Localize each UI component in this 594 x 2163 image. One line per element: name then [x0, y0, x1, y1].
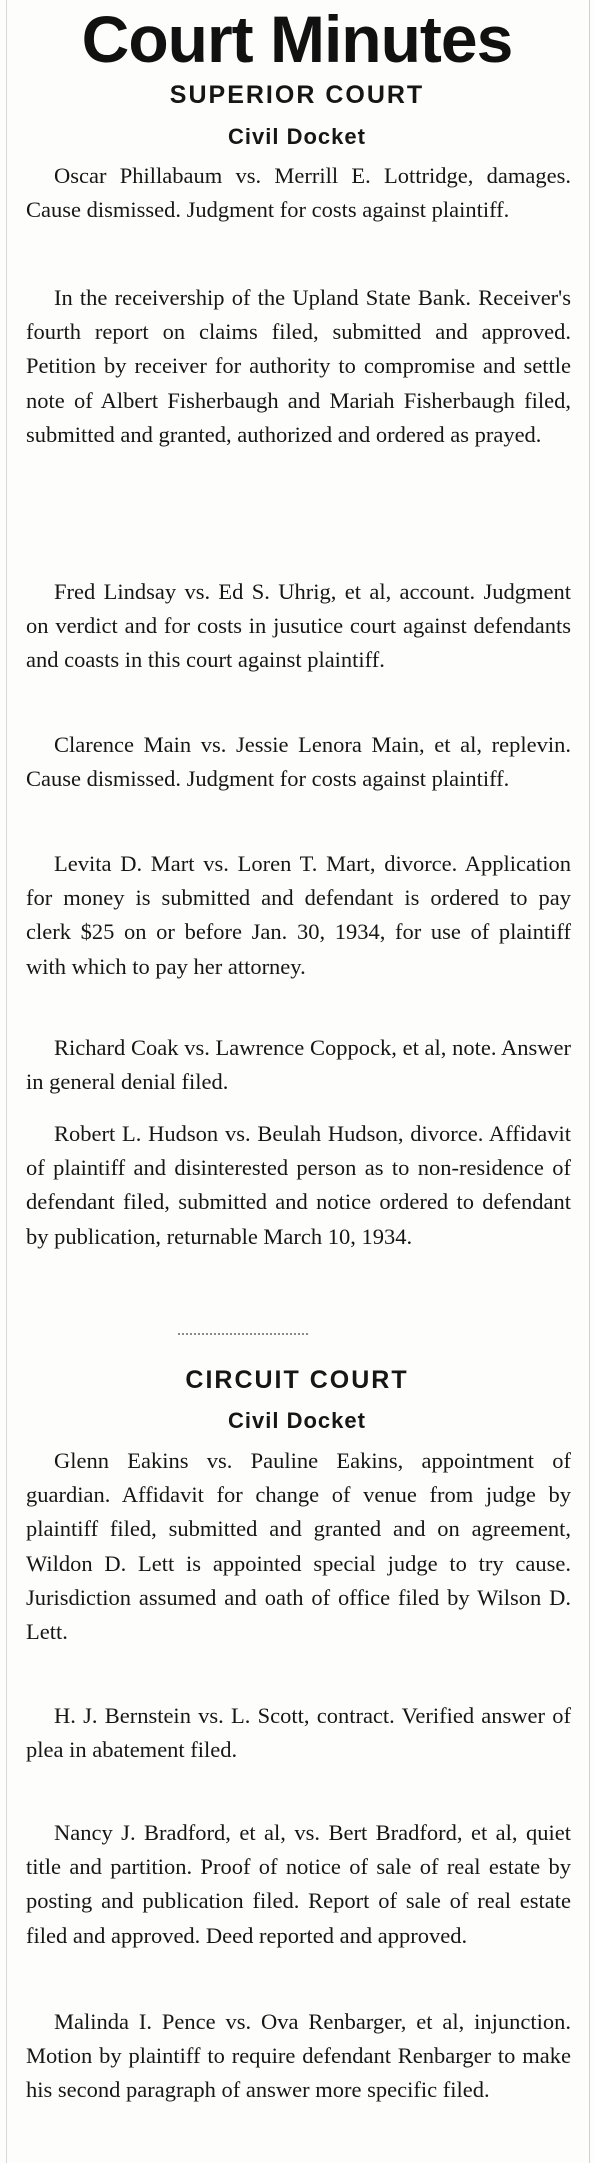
circuit-entry-pence-renbarger: Malinda I. Pence vs. Ova Renbarger, et al, injunction. Motion by plaintiff to require defendant Renbarger to make his second paragraph of answer more specific filed.: [26, 2009, 571, 2103]
column-border-left: [6, 0, 7, 2163]
superior-entry-coak-coppock: Richard Coak vs. Lawrence Coppock, et al, note. Answer in general denial filed.: [26, 1035, 571, 1095]
circuit-civil-docket-heading: Civil Docket: [228, 1408, 366, 1433]
circuit-entry-bernstein-scott: H. J. Bernstein vs. L. Scott, contract. Verified answer of plea in abatement filed.: [26, 1703, 571, 1763]
circuit-court-heading: CIRCUIT COURT: [185, 1366, 409, 1394]
superior-entry-lindsay-uhrig: Fred Lindsay vs. Ed S. Uhrig, et al, account. Judgment on verdict and for costs in jusutice court against defendants and coasts in this court against plaintiff.: [26, 579, 571, 673]
column-border-right: [589, 0, 590, 2163]
circuit-entry-bradford-bradford: Nancy J. Bradford, et al, vs. Bert Bradford, et al, quiet title and partition. Proof of notice of sale of real estate by posting and publication filed. Report of sale of real estate filed and approved. Deed reported and approved.: [26, 1820, 571, 1948]
section-divider: [178, 1333, 308, 1335]
superior-entry-mart-mart: Levita D. Mart vs. Loren T. Mart, divorce. Application for money is submitted and defendant is ordered to pay clerk $25 on or before Jan. 30, 1934, for use of plaintiff with which to pay her attorney.: [26, 851, 571, 979]
superior-court-heading: SUPERIOR COURT: [169, 81, 425, 109]
headline: Court Minutes: [81, 2, 513, 76]
circuit-entry-eakins-eakins: Glenn Eakins vs. Pauline Eakins, appointment of guardian. Affidavit for change of venue from judge by plaintiff filed, submitted and granted and on agreement, Wildon D. Lett is appointed special judge to try cause. Jurisdiction assumed and oath of office filed by Wilson D. Lett.: [26, 1448, 571, 1645]
superior-civil-docket-heading: Civil Docket: [228, 124, 366, 149]
superior-entry-main-main: Clarence Main vs. Jessie Lenora Main, et al, replevin. Cause dismissed. Judgment for costs against plaintiff.: [26, 732, 571, 792]
superior-entry-upland-state-bank: In the receivership of the Upland State Bank. Receiver's fourth report on claims filed, submitted and approved. Petition by receiver for authority to compromise and settle note of Albert Fisherbaugh and Mariah Fisherbaugh filed, submitted and granted, authorized and ordered as prayed.: [26, 285, 571, 447]
superior-entry-hudson-hudson: Robert L. Hudson vs. Beulah Hudson, divorce. Affidavit of plaintiff and disinterested person as to non-residence of defendant filed, submitted and notice ordered to defendant by publication, returnable March 10, 1934.: [26, 1121, 571, 1249]
superior-entry-phillabaum-lottridge: Oscar Phillabaum vs. Merrill E. Lottridge, damages. Cause dismissed. Judgment for costs against plaintiff.: [26, 163, 571, 223]
